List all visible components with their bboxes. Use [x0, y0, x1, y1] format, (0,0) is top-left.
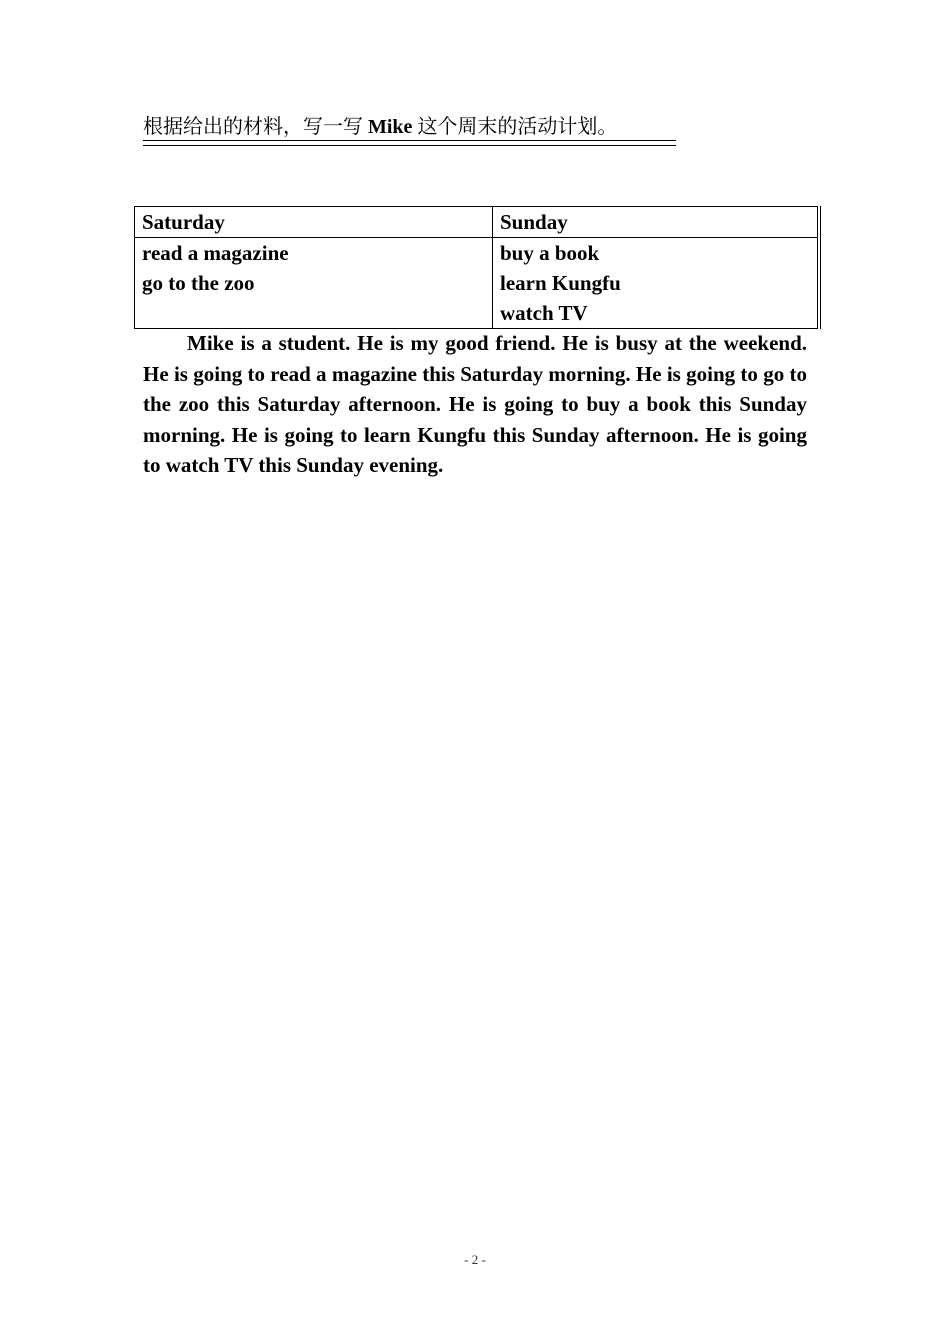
table-row: [135, 238, 818, 329]
weekend-plan-table: [134, 206, 818, 329]
instruction-heading: [143, 114, 617, 140]
sunday-activity: buy a book: [500, 241, 600, 265]
header-sunday: Sunday: [493, 207, 818, 238]
sunday-activity: watch TV: [500, 301, 588, 325]
instruction-double-underline: [143, 140, 676, 146]
saturday-activities: [135, 238, 493, 329]
header-saturday: Saturday: [135, 207, 493, 238]
instruction-suffix: 这个周末的活动计划。: [412, 116, 618, 138]
sunday-activity: learn Kungfu: [500, 271, 621, 295]
instruction-prefix: 根据给出的材料，写一写: [143, 116, 368, 138]
passage-text: Mike is a student. He is my good friend. He is busy at the weekend. He is going to read a magazine this Saturday morning. He is going to go to the zoo this Saturday afternoon. He is going to buy a book this Sunday morning. He is going to learn Kungfu this Sunday afternoon. He is going to watch TV this Sunday evening.: [143, 331, 807, 477]
saturday-activity: go to the zoo: [142, 271, 255, 295]
page-number: - 2 -: [464, 1252, 486, 1267]
saturday-activity: read a magazine: [142, 241, 289, 265]
table-double-border: [820, 206, 821, 329]
sunday-activities: [493, 238, 818, 329]
table-header-row: [135, 207, 818, 238]
instruction-name: Mike: [368, 116, 413, 138]
